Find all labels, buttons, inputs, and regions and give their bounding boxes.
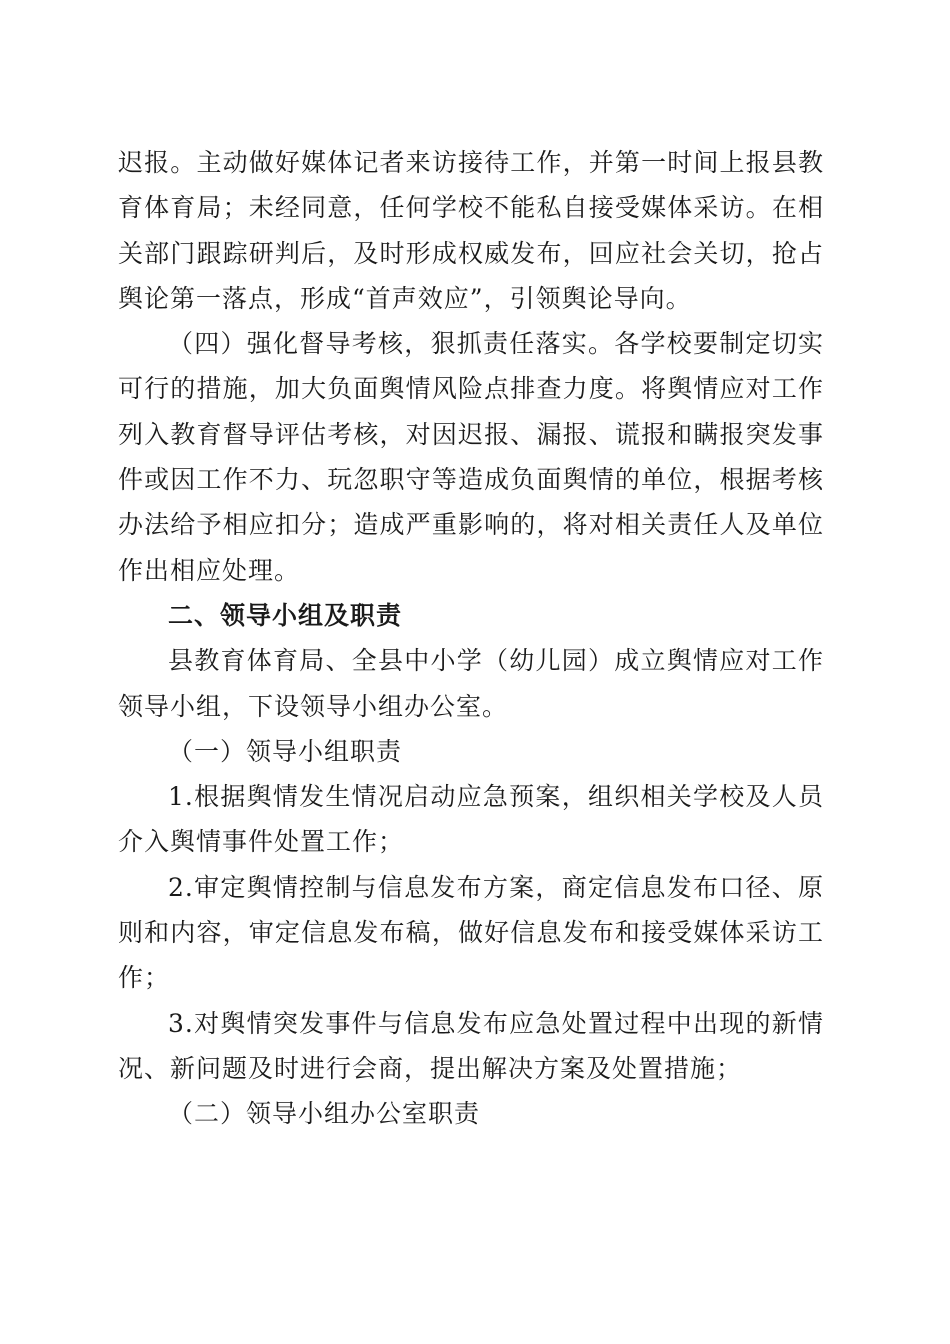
section-heading-leadership: 二、领导小组及职责: [168, 600, 403, 630]
subheading-office-duties: （二）领导小组办公室职责: [168, 1099, 481, 1129]
list-item-duty-3: 3.对舆情突发事件与信息发布应急处置过程中出现的新情况、新问题及时进行会商，提出解决方案及处置措施；: [118, 1008, 824, 1083]
paragraph-leadership-intro: 县教育体育局、全县中小学（幼儿园）成立舆情应对工作领导小组，下设领导小组办公室。: [118, 646, 824, 721]
list-item-duty-1: 1.根据舆情发生情况启动应急预案，组织相关学校及人员介入舆情事件处置工作；: [118, 782, 824, 857]
paragraph-supervision: （四）强化督导考核，狠抓责任落实。各学校要制定切实可行的措施，加大负面舆情风险点排查力度。将舆情应对工作列入教育督导评估考核，对因迟报、漏报、谎报和瞒报突发事件或因工作不力、玩忽职守等造成负面舆情的单位，根据考核办法给予相应扣分；造成严重影响的，将对相关责任人及单位作出相应处理。: [118, 329, 824, 585]
paragraph-continued: 迟报。主动做好媒体记者来访接待工作，并第一时间上报县教育体育局；未经同意，任何学校不能私自接受媒体采访。在相关部门跟踪研判后，及时形成权威发布，回应社会关切，抢占舆论第一落点，形成“首声效应”，引领舆论导向。: [118, 148, 824, 313]
subheading-leadership-duties: （一）领导小组职责: [168, 736, 403, 766]
list-item-duty-2: 2.审定舆情控制与信息发布方案，商定信息发布口径、原则和内容，审定信息发布稿，做好信息发布和接受媒体采访工作；: [118, 872, 824, 993]
document-body: [118, 140, 824, 1137]
